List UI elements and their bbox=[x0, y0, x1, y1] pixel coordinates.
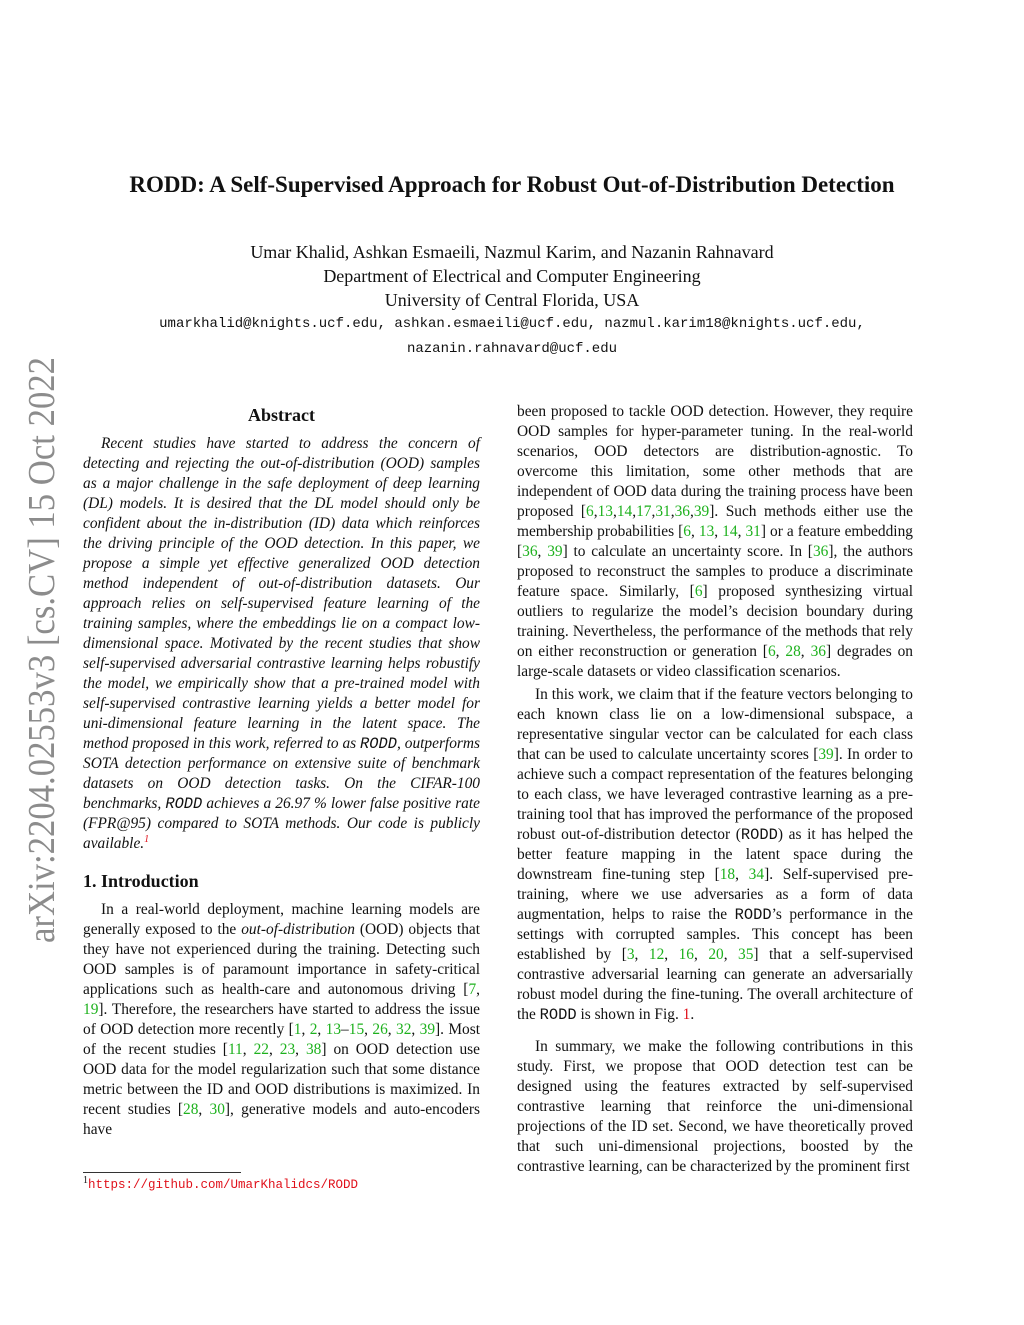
citation-link[interactable]: 14 bbox=[616, 503, 633, 520]
citation-link[interactable]: 31 bbox=[745, 523, 761, 540]
citation-link[interactable]: 14 bbox=[722, 523, 738, 540]
citation-link[interactable]: 36 bbox=[810, 643, 826, 660]
figure-reference-link[interactable]: 1 bbox=[682, 1006, 691, 1023]
citation-link[interactable]: 19 bbox=[83, 1001, 99, 1018]
method-name: RODD bbox=[165, 795, 203, 813]
citation-link[interactable]: 7 bbox=[468, 981, 477, 998]
citation-link[interactable]: 18 bbox=[719, 866, 736, 883]
citation-link[interactable]: 22 bbox=[253, 1041, 269, 1058]
intro-paragraph: In this work, we claim that if the feature vectors belonging to each known class lie on a low-dimensional subspace, a representative singular vector can be calculated for each class that can be used to calculate uncertainty scores [39]. In order to achieve such a compact representation of the features belonging to each class, we have leveraged contrastive learning as a pre-training tool that has improved the performance of the proposed robust out-of-distribution detector (RODD) as it has helped the better feature mapping in the latent space during the downstream fine-tuning step [18, 34]. Self-supervised pre-training, where we use adversaries as a form of data augmentation, helps to raise the RODD’s performance in the settings with corrupted samples. This concept has been established by [3, 12, 16, 20, 35] that a self-supervised contrastive adversarial learning can generate an adversarially robust model during the fine-tuning. The overall architecture of the RODD is shown in Fig. 1. bbox=[517, 686, 914, 1024]
citation-link[interactable]: 26 bbox=[372, 1021, 388, 1038]
department: Department of Electrical and Computer Engineering bbox=[323, 266, 701, 286]
citation-link[interactable]: 31 bbox=[655, 503, 671, 520]
footnote bbox=[83, 1172, 483, 1192]
citation-link[interactable]: 38 bbox=[305, 1041, 322, 1058]
right-column bbox=[517, 402, 913, 1177]
arxiv-identifier-text: arXiv:2204.02553v3 [cs.CV] 15 Oct 2022 bbox=[21, 355, 63, 943]
footnote-rule bbox=[83, 1172, 241, 1173]
paper-title: RODD: A Self-Supervised Approach for Robust Out-of-Distribution Detection bbox=[129, 172, 895, 197]
citation-link[interactable]: 12 bbox=[648, 946, 665, 963]
citation-link[interactable]: 6 bbox=[683, 523, 691, 540]
intro-paragraph-continued: been proposed to tackle OOD detection. However, they require OOD samples for hyper-parameter tuning. In the real-world scenarios, OOD detectors are distribution-agnostic. To overcome this limitation, some other methods that are independent of OOD data during the training process have been proposed [6,13,14,17,31,36,39]. Such methods either use the membership probabilities [6, 13, 14, 31] or a feature embedding [36, 39] to calculate an uncertainty score. In [36], the authors proposed to reconstruct the samples to produce a discriminate feature space. Similarly, [6] proposed synthesizing virtual outliers to regularize the model’s decision boundary during training. Nevertheless, the performance of the methods that rely on either reconstruction or generation [6, 28, 36] degrades on large-scale datasets or video classification scenarios. bbox=[517, 403, 914, 680]
abstract-text: Recent studies have started to address the concern of detecting and rejecting the out-of-distribution (OOD) samples as a major challenge in the safe deployment of deep learning (DL) models. It is desired that the DL model should only be confident about the in-distribution (ID) data which reinforces the driving principle of the OOD detection. In this paper, we propose a simple yet effective generalized OOD detection method independent of out-of-distribution datasets. Our approach relies on self-supervised feature learning of the training samples, where the embeddings lie on a compact low-dimensional space. Motivated by the recent studies that show self-supervised adversarial contrastive learning helps robustify the model, we empirically show that a pre-trained model with self-supervised contrastive learning yields a better model for uni-dimensional feature learning in the latent space. The method proposed in this work, referred to as RODD, outperforms SOTA detection performance on extensive suite of benchmark datasets on OOD detection tasks. On the CIFAR-100 benchmarks, RODD achieves a 26.97 % lower false positive rate (FPR@95) compared to SOTA methods. Our code is publicly available.$^1$ bbox=[83, 435, 480, 852]
citation-link[interactable]: 28 bbox=[183, 1101, 199, 1118]
footnote-marker[interactable]: 1 bbox=[144, 833, 150, 845]
contributions-paragraph: In summary, we make the following contributions in this study. First, we propose that OOD detection test can be designed using the features extracted by self-supervised contrastive learning that reinforce the uni-dimensional projections of the ID set. Second, we have theoretically proved that such uni-dimensional projections, boosted by the contrastive learning, can be characterized by the prominent first bbox=[517, 1038, 913, 1175]
abstract-heading: Abstract bbox=[248, 405, 315, 425]
arxiv-identifier-stamp bbox=[8, 355, 68, 945]
method-name: RODD bbox=[734, 906, 772, 924]
citation-link[interactable]: 15 bbox=[348, 1021, 365, 1038]
citation-link[interactable]: 32 bbox=[396, 1021, 412, 1038]
citation-link[interactable]: 36 bbox=[812, 543, 829, 560]
author-emails-continued: nazanin.rahnavard@ucf.edu bbox=[406, 341, 618, 357]
citation-link[interactable]: 11 bbox=[227, 1041, 243, 1058]
citation-link[interactable]: 6 bbox=[694, 583, 703, 600]
citation-link[interactable]: 6 bbox=[586, 503, 594, 520]
university: University of Central Florida, USA bbox=[384, 290, 640, 310]
citation-link[interactable]: 13 bbox=[597, 503, 613, 520]
citation-link[interactable]: 34 bbox=[748, 866, 765, 883]
citation-link[interactable]: 30 bbox=[209, 1101, 225, 1118]
citation-link[interactable]: 39 bbox=[818, 746, 834, 763]
footnote-number: 1 bbox=[83, 1174, 88, 1186]
method-name: RODD bbox=[360, 735, 397, 753]
citation-link[interactable]: 6 bbox=[767, 643, 776, 660]
citation-link[interactable]: 13 bbox=[325, 1021, 342, 1038]
citation-link[interactable]: 17 bbox=[636, 503, 652, 520]
citation-link[interactable]: 2 bbox=[309, 1021, 318, 1038]
citation-link[interactable]: 1 bbox=[293, 1021, 302, 1038]
citation-link[interactable]: 35 bbox=[738, 946, 754, 963]
citation-link[interactable]: 3 bbox=[626, 946, 635, 963]
citation-link[interactable]: 39 bbox=[693, 503, 710, 520]
citation-link[interactable]: 20 bbox=[708, 946, 724, 963]
citation-link[interactable]: 39 bbox=[547, 543, 563, 560]
author-emails: umarkhalid@knights.ucf.edu, ashkan.esmaeili@ucf.edu, nazmul.karim18@knights.ucf.edu, bbox=[159, 316, 865, 332]
citation-link[interactable]: 36 bbox=[674, 503, 690, 520]
citation-link[interactable]: 23 bbox=[279, 1041, 296, 1058]
method-name: RODD bbox=[539, 1006, 577, 1024]
citation-link[interactable]: 16 bbox=[678, 946, 694, 963]
citation-link[interactable]: 13 bbox=[698, 523, 715, 540]
citation-link[interactable]: 28 bbox=[785, 643, 801, 660]
method-name: RODD bbox=[740, 826, 778, 844]
intro-paragraph: In a real-world deployment, machine learning models are generally exposed to the out-of-distribution (OOD) objects that they have not experienced during the training. Detecting such OOD samples is of paramount importance in safety-critical applications such as health-care and autonomous driving [7, 19]. Therefore, the researchers have started to address the issue of OOD detection more recently [1, 2, 13–15, 26, 32, 39]. Most of the recent studies [11, 22, 23, 38] on OOD detection use OOD data for the model regularization such that some distance metric between the ID and OOD distributions is maximized. In recent studies [28, 30], generative models and auto-encoders have bbox=[83, 901, 481, 1138]
author-list: Umar Khalid, Ashkan Esmaeili, Nazmul Karim, and Nazanin Rahnavard bbox=[250, 242, 774, 262]
citation-link[interactable]: 39 bbox=[419, 1021, 436, 1038]
citation-link[interactable]: 36 bbox=[522, 543, 538, 560]
left-column bbox=[83, 402, 480, 1140]
introduction-heading: 1. Introduction bbox=[83, 871, 199, 891]
code-repository-link[interactable]: https://github.com/UmarKhalidcs/RODD bbox=[88, 1178, 359, 1192]
